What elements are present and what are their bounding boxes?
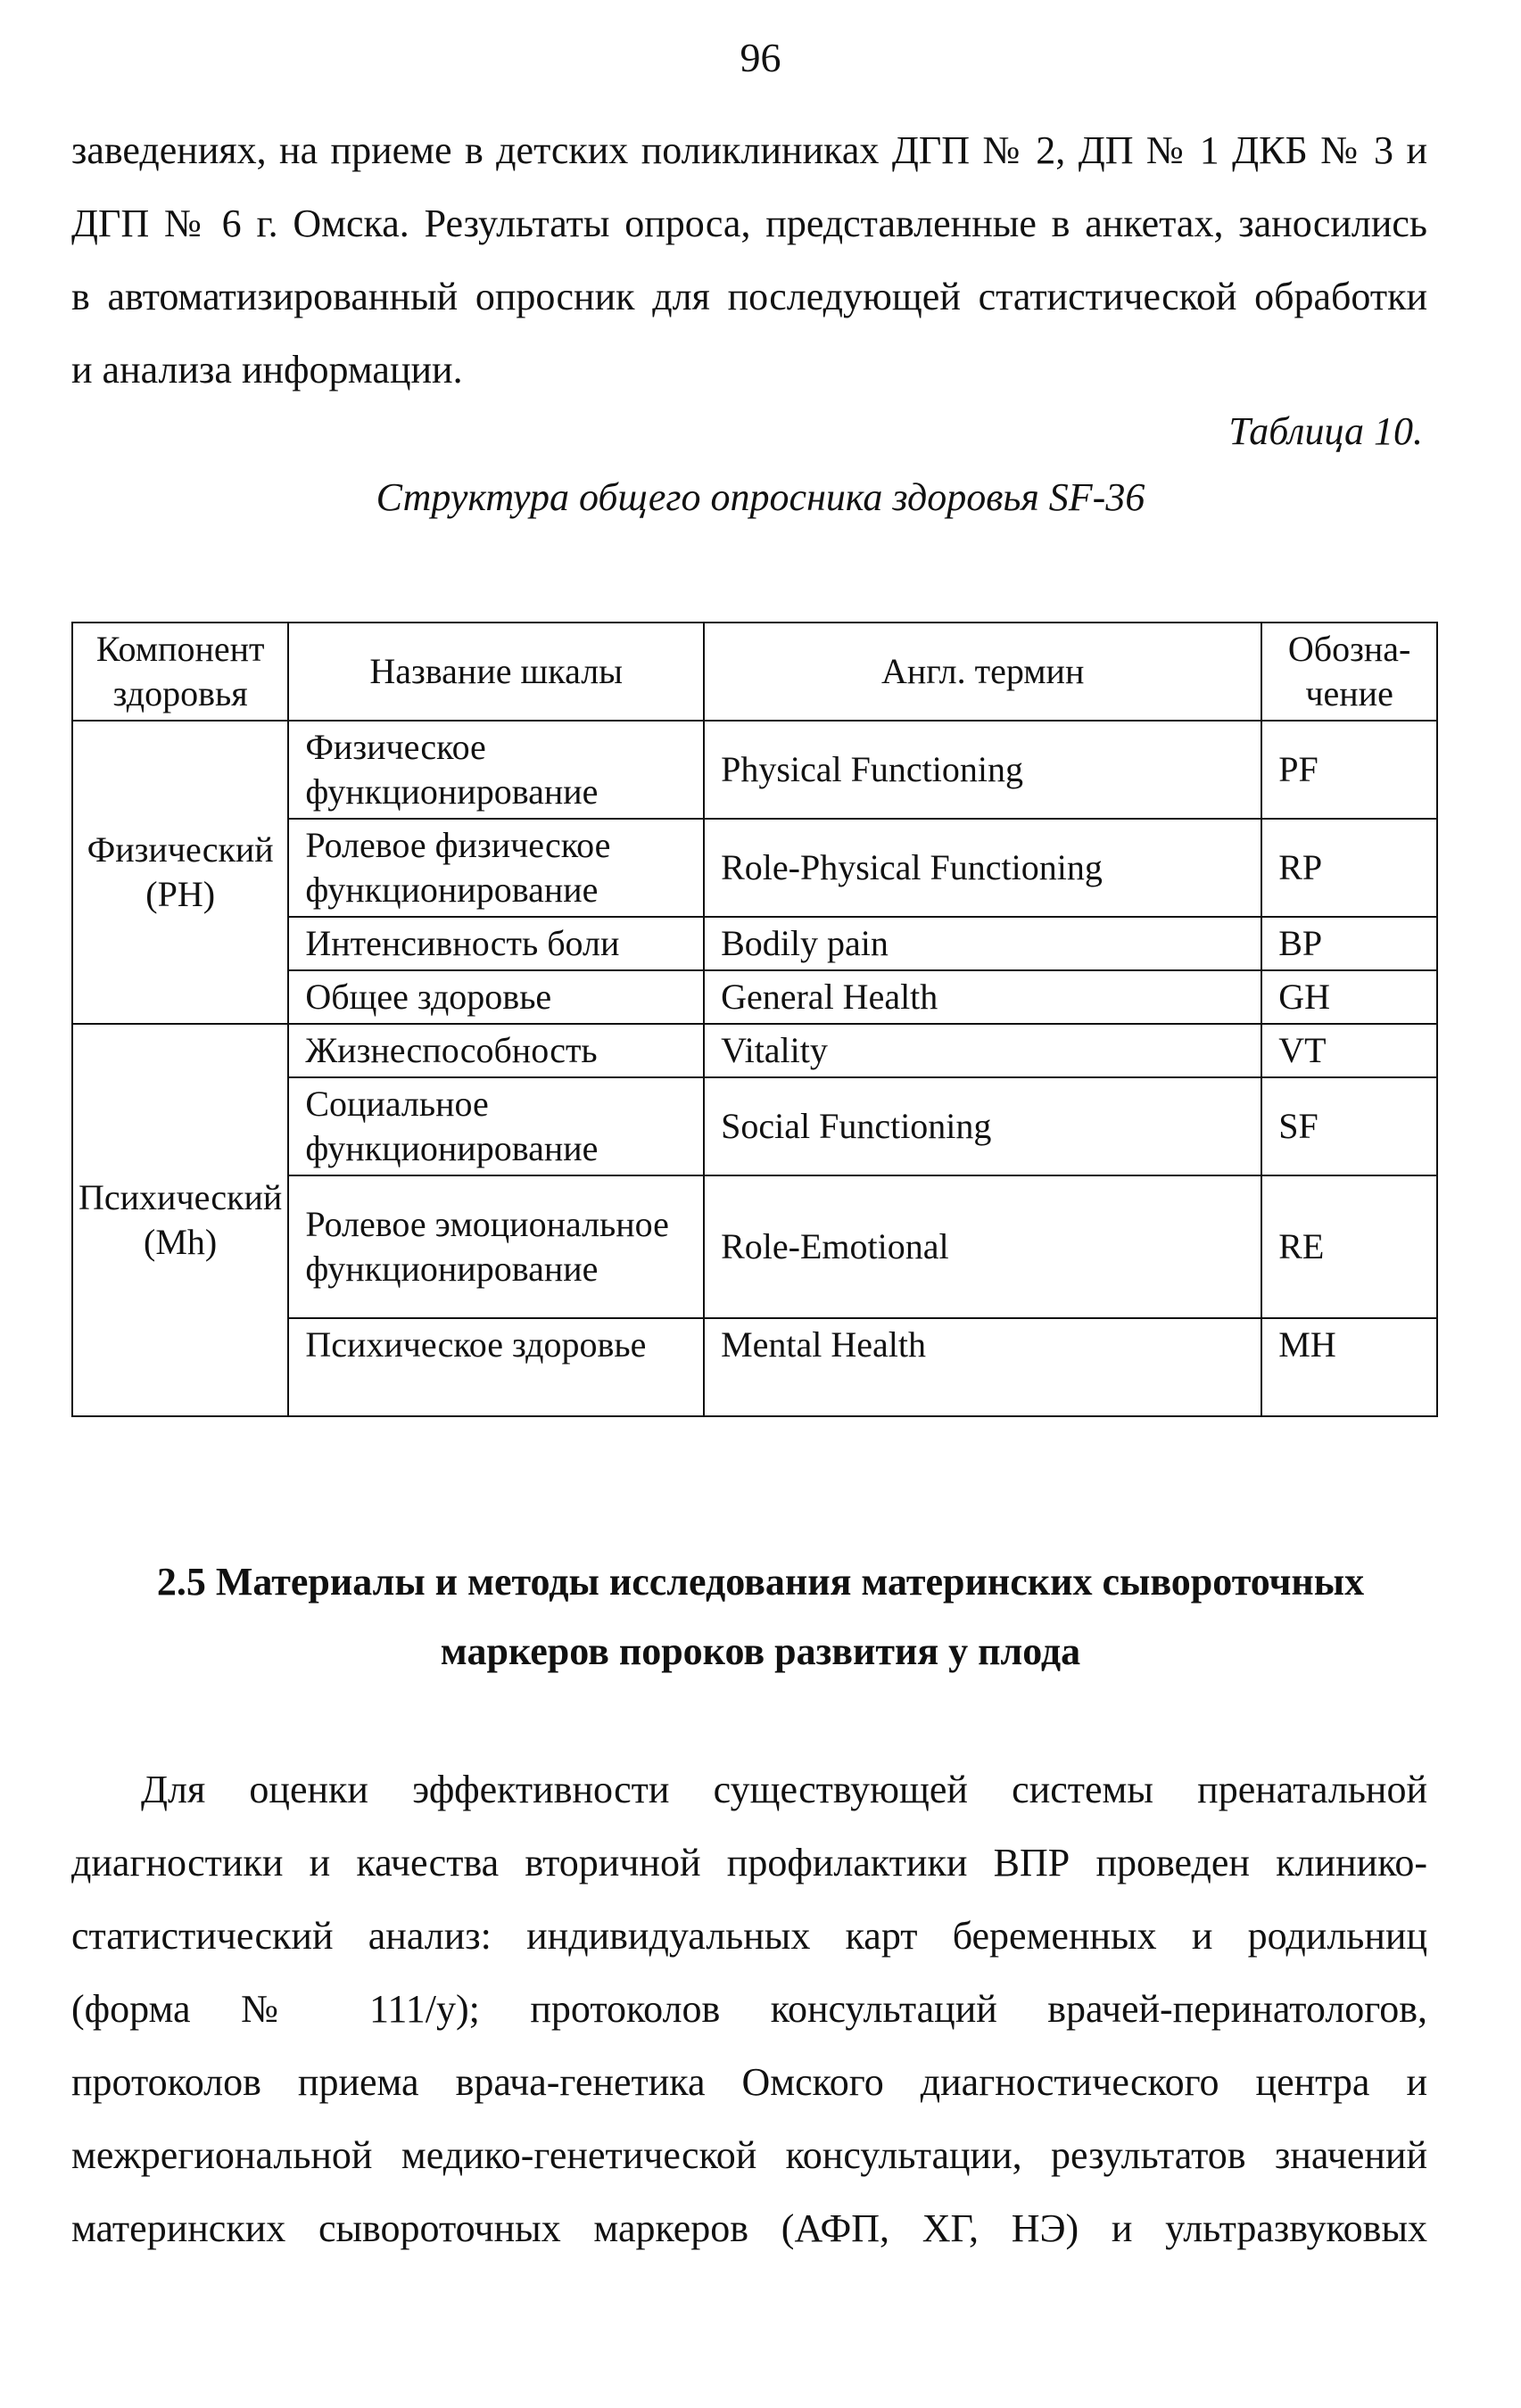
intro-paragraph	[71, 114, 1427, 407]
scale-name-cell: Социальное функционирование	[288, 1077, 704, 1175]
component-mental: Психический (Mh)	[72, 1024, 288, 1416]
table-header-row	[72, 623, 1437, 721]
body-line: межрегиональной медико-генетической консультации, результатов значений	[71, 2133, 1427, 2177]
english-term-cell: General Health	[704, 970, 1261, 1024]
designation-cell: RP	[1261, 819, 1437, 917]
intro-line: ДГП № 6 г. Омска. Результаты опроса, представленные в анкетах, заносились	[71, 202, 1427, 245]
page-number: 96	[740, 35, 781, 80]
sf36-table	[71, 622, 1438, 1417]
header-designation: Обозна-чение	[1261, 623, 1437, 721]
intro-line: и анализа информации.	[71, 348, 463, 392]
header-scale-name: Название шкалы	[288, 623, 704, 721]
scale-name-cell: Психическое здоровье	[288, 1318, 704, 1416]
section-heading-line: маркеров пороков развития у плода	[440, 1629, 1081, 1673]
body-line: Для оценки эффективности существующей системы пренатальной	[141, 1768, 1427, 1811]
body-line: диагностики и качества вторичной профилактики ВПР проведен клинико-	[71, 1841, 1427, 1884]
designation-cell: GH	[1261, 970, 1437, 1024]
intro-line: в автоматизированный опросник для последующей статистической обработки	[71, 275, 1427, 318]
intro-line: заведениях, на приеме в детских поликлиниках ДГП № 2, ДП № 1 ДКБ № 3 и	[71, 128, 1427, 172]
scale-name-cell: Жизнеспособность	[288, 1024, 704, 1077]
designation-cell: MH	[1261, 1318, 1437, 1416]
designation-cell: RE	[1261, 1175, 1437, 1318]
scale-name-cell: Ролевое эмоциональное функционирование	[288, 1175, 704, 1318]
body-paragraph	[71, 1753, 1427, 2265]
table-title: Структура общего опросника здоровья SF-36	[376, 475, 1145, 519]
designation-cell: VT	[1261, 1024, 1437, 1077]
english-term-cell: Vitality	[704, 1024, 1261, 1077]
scale-name-cell: Ролевое физическое функционирование	[288, 819, 704, 917]
scale-name-cell: Физическое функционирование	[288, 721, 704, 819]
scale-name-cell: Общее здоровье	[288, 970, 704, 1024]
designation-cell: PF	[1261, 721, 1437, 819]
body-line: протоколов приема врача-генетика Омского диагностического центра и	[71, 2060, 1427, 2104]
body-line: материнских сывороточных маркеров (АФП, ХГ, НЭ) и ультразвуковых	[71, 2206, 1427, 2250]
english-term-cell: Mental Health	[704, 1318, 1261, 1416]
scale-name-cell: Интенсивность боли	[288, 917, 704, 970]
body-line: статистический анализ: индивидуальных карт беременных и родильниц	[71, 1914, 1427, 1958]
english-term-cell: Role-Physical Functioning	[704, 819, 1261, 917]
english-term-cell: Physical Functioning	[704, 721, 1261, 819]
header-component: Компонент здоровья	[72, 623, 288, 721]
table-label: Таблица 10.	[1228, 409, 1423, 453]
header-english-term: Англ. термин	[704, 623, 1261, 721]
designation-cell: BP	[1261, 917, 1437, 970]
table-row	[72, 1024, 1437, 1077]
section-heading	[71, 1547, 1450, 1686]
english-term-cell: Role-Emotional	[704, 1175, 1261, 1318]
table-row	[72, 721, 1437, 819]
component-physical: Физический (PH)	[72, 721, 288, 1024]
section-heading-line: 2.5 Материалы и методы исследования материнских сывороточных	[156, 1560, 1365, 1604]
body-line: (форма № 111/у); протоколов консультаций врачей-перинатологов,	[71, 1987, 1427, 2031]
english-term-cell: Social Functioning	[704, 1077, 1261, 1175]
designation-cell: SF	[1261, 1077, 1437, 1175]
english-term-cell: Bodily pain	[704, 917, 1261, 970]
